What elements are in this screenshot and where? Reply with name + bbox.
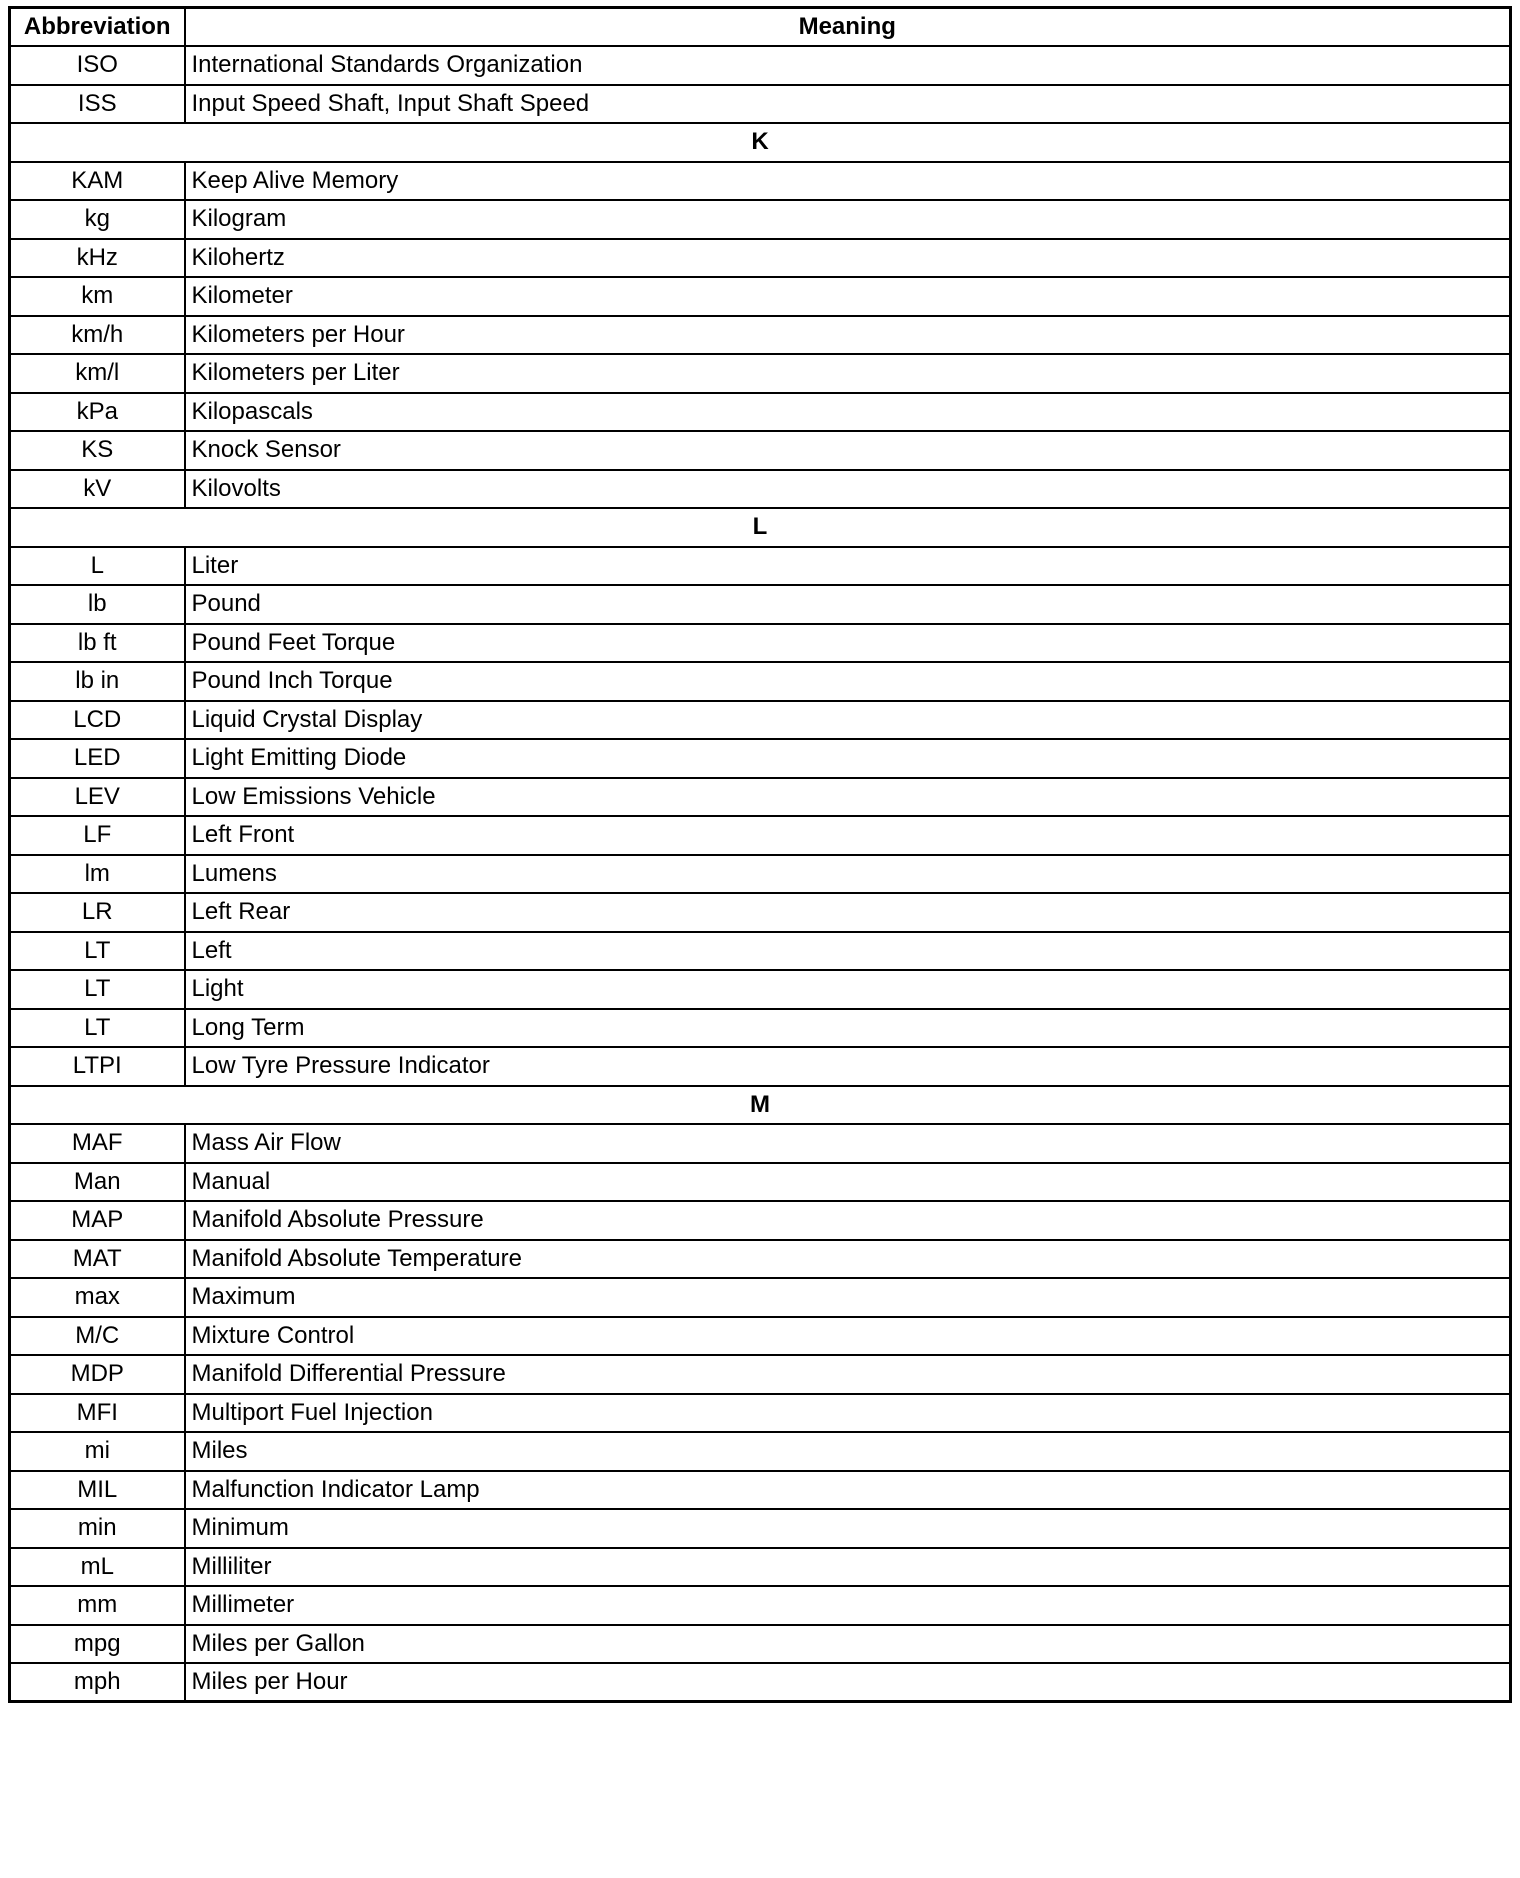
meaning-cell: Kilometers per Liter (185, 354, 1511, 393)
abbreviation-cell: MAT (10, 1240, 185, 1279)
table-row (10, 1548, 1511, 1587)
abbreviation-table (8, 6, 1512, 1703)
meaning-cell: Manifold Differential Pressure (185, 1355, 1511, 1394)
abbreviation-cell: LED (10, 739, 185, 778)
table-row (10, 816, 1511, 855)
meaning-cell: Manifold Absolute Temperature (185, 1240, 1511, 1279)
meaning-cell: Miles per Hour (185, 1663, 1511, 1702)
abbreviation-cell: lb (10, 585, 185, 624)
abbreviation-cell: lb ft (10, 624, 185, 663)
abbreviation-cell: LCD (10, 701, 185, 740)
abbreviation-cell: km/l (10, 354, 185, 393)
meaning-cell: Miles (185, 1432, 1511, 1471)
meaning-cell: Light Emitting Diode (185, 739, 1511, 778)
abbreviation-cell: km/h (10, 316, 185, 355)
abbreviation-cell: LR (10, 893, 185, 932)
abbreviation-cell: kPa (10, 393, 185, 432)
table-row (10, 970, 1511, 1009)
section-row (10, 508, 1511, 547)
abbreviation-cell: kg (10, 200, 185, 239)
table-row (10, 1663, 1511, 1702)
table-row (10, 585, 1511, 624)
meaning-cell: Kilohertz (185, 239, 1511, 278)
table-row (10, 1471, 1511, 1510)
table-row (10, 239, 1511, 278)
meaning-cell: Low Tyre Pressure Indicator (185, 1047, 1511, 1086)
meaning-cell: Knock Sensor (185, 431, 1511, 470)
abbreviation-cell: KS (10, 431, 185, 470)
table-row (10, 1240, 1511, 1279)
meaning-cell: Minimum (185, 1509, 1511, 1548)
meaning-cell: Pound (185, 585, 1511, 624)
abbreviation-cell: MAP (10, 1201, 185, 1240)
abbreviation-cell: lb in (10, 662, 185, 701)
meaning-cell: Liter (185, 547, 1511, 586)
table-row (10, 1432, 1511, 1471)
table-row (10, 1355, 1511, 1394)
abbreviation-cell: KAM (10, 162, 185, 201)
table-row (10, 354, 1511, 393)
section-row (10, 123, 1511, 162)
table-row (10, 1509, 1511, 1548)
abbreviation-cell: mm (10, 1586, 185, 1625)
meaning-cell: Multiport Fuel Injection (185, 1394, 1511, 1433)
table-row (10, 316, 1511, 355)
abbreviation-cell: Man (10, 1163, 185, 1202)
table-row (10, 739, 1511, 778)
table-row (10, 547, 1511, 586)
table-row (10, 624, 1511, 663)
table-row (10, 1009, 1511, 1048)
abbreviation-cell: mpg (10, 1625, 185, 1664)
table-row (10, 1394, 1511, 1433)
abbreviation-column-header: Abbreviation (10, 8, 185, 47)
meaning-cell: Pound Inch Torque (185, 662, 1511, 701)
meaning-cell: Millimeter (185, 1586, 1511, 1625)
meaning-cell: Malfunction Indicator Lamp (185, 1471, 1511, 1510)
meaning-cell: Manual (185, 1163, 1511, 1202)
table-row (10, 855, 1511, 894)
meaning-cell: Kilovolts (185, 470, 1511, 509)
meaning-cell: Input Speed Shaft, Input Shaft Speed (185, 85, 1511, 124)
table-row (10, 431, 1511, 470)
abbreviation-cell: LT (10, 1009, 185, 1048)
meaning-cell: Miles per Gallon (185, 1625, 1511, 1664)
section-letter: L (10, 508, 1511, 547)
abbreviation-cell: MIL (10, 1471, 185, 1510)
table-row (10, 778, 1511, 817)
table-row (10, 701, 1511, 740)
table-row (10, 162, 1511, 201)
abbreviation-cell: M/C (10, 1317, 185, 1356)
abbreviation-cell: km (10, 277, 185, 316)
meaning-cell: Left (185, 932, 1511, 971)
abbreviation-cell: MFI (10, 1394, 185, 1433)
meaning-cell: Liquid Crystal Display (185, 701, 1511, 740)
table-row (10, 85, 1511, 124)
table-row (10, 200, 1511, 239)
section-letter: M (10, 1086, 1511, 1125)
meaning-cell: Left Rear (185, 893, 1511, 932)
table-row (10, 277, 1511, 316)
table-row (10, 893, 1511, 932)
table-row (10, 1586, 1511, 1625)
meaning-cell: Kilopascals (185, 393, 1511, 432)
table-row (10, 1278, 1511, 1317)
meaning-cell: Manifold Absolute Pressure (185, 1201, 1511, 1240)
abbreviation-cell: MDP (10, 1355, 185, 1394)
table-row (10, 1047, 1511, 1086)
abbreviation-cell: mph (10, 1663, 185, 1702)
abbreviation-cell: ISS (10, 85, 185, 124)
section-row (10, 1086, 1511, 1125)
abbreviation-cell: lm (10, 855, 185, 894)
table-row (10, 393, 1511, 432)
table-row (10, 1625, 1511, 1664)
abbreviation-cell: LT (10, 970, 185, 1009)
abbreviation-cell: LEV (10, 778, 185, 817)
meaning-cell: Maximum (185, 1278, 1511, 1317)
table-header-row (10, 8, 1511, 47)
abbreviation-cell: mi (10, 1432, 185, 1471)
meaning-cell: Mixture Control (185, 1317, 1511, 1356)
table-body (10, 46, 1511, 1702)
abbreviation-cell: kV (10, 470, 185, 509)
table-row (10, 1317, 1511, 1356)
table-row (10, 1163, 1511, 1202)
meaning-cell: International Standards Organization (185, 46, 1511, 85)
abbreviation-cell: LTPI (10, 1047, 185, 1086)
abbreviation-cell: MAF (10, 1124, 185, 1163)
meaning-cell: Long Term (185, 1009, 1511, 1048)
meaning-cell: Kilometers per Hour (185, 316, 1511, 355)
meaning-cell: Kilogram (185, 200, 1511, 239)
table-row (10, 1124, 1511, 1163)
meaning-cell: Low Emissions Vehicle (185, 778, 1511, 817)
abbreviation-cell: kHz (10, 239, 185, 278)
abbreviation-cell: ISO (10, 46, 185, 85)
meaning-cell: Pound Feet Torque (185, 624, 1511, 663)
meaning-column-header: Meaning (185, 8, 1511, 47)
abbreviation-cell: LF (10, 816, 185, 855)
table-row (10, 1201, 1511, 1240)
table-row (10, 932, 1511, 971)
section-letter: K (10, 123, 1511, 162)
abbreviation-cell: max (10, 1278, 185, 1317)
meaning-cell: Light (185, 970, 1511, 1009)
meaning-cell: Lumens (185, 855, 1511, 894)
meaning-cell: Left Front (185, 816, 1511, 855)
meaning-cell: Mass Air Flow (185, 1124, 1511, 1163)
abbreviation-cell: LT (10, 932, 185, 971)
meaning-cell: Keep Alive Memory (185, 162, 1511, 201)
table-row (10, 470, 1511, 509)
abbreviation-cell: L (10, 547, 185, 586)
table-row (10, 46, 1511, 85)
meaning-cell: Kilometer (185, 277, 1511, 316)
abbreviation-cell: mL (10, 1548, 185, 1587)
table-row (10, 662, 1511, 701)
meaning-cell: Milliliter (185, 1548, 1511, 1587)
abbreviation-cell: min (10, 1509, 185, 1548)
